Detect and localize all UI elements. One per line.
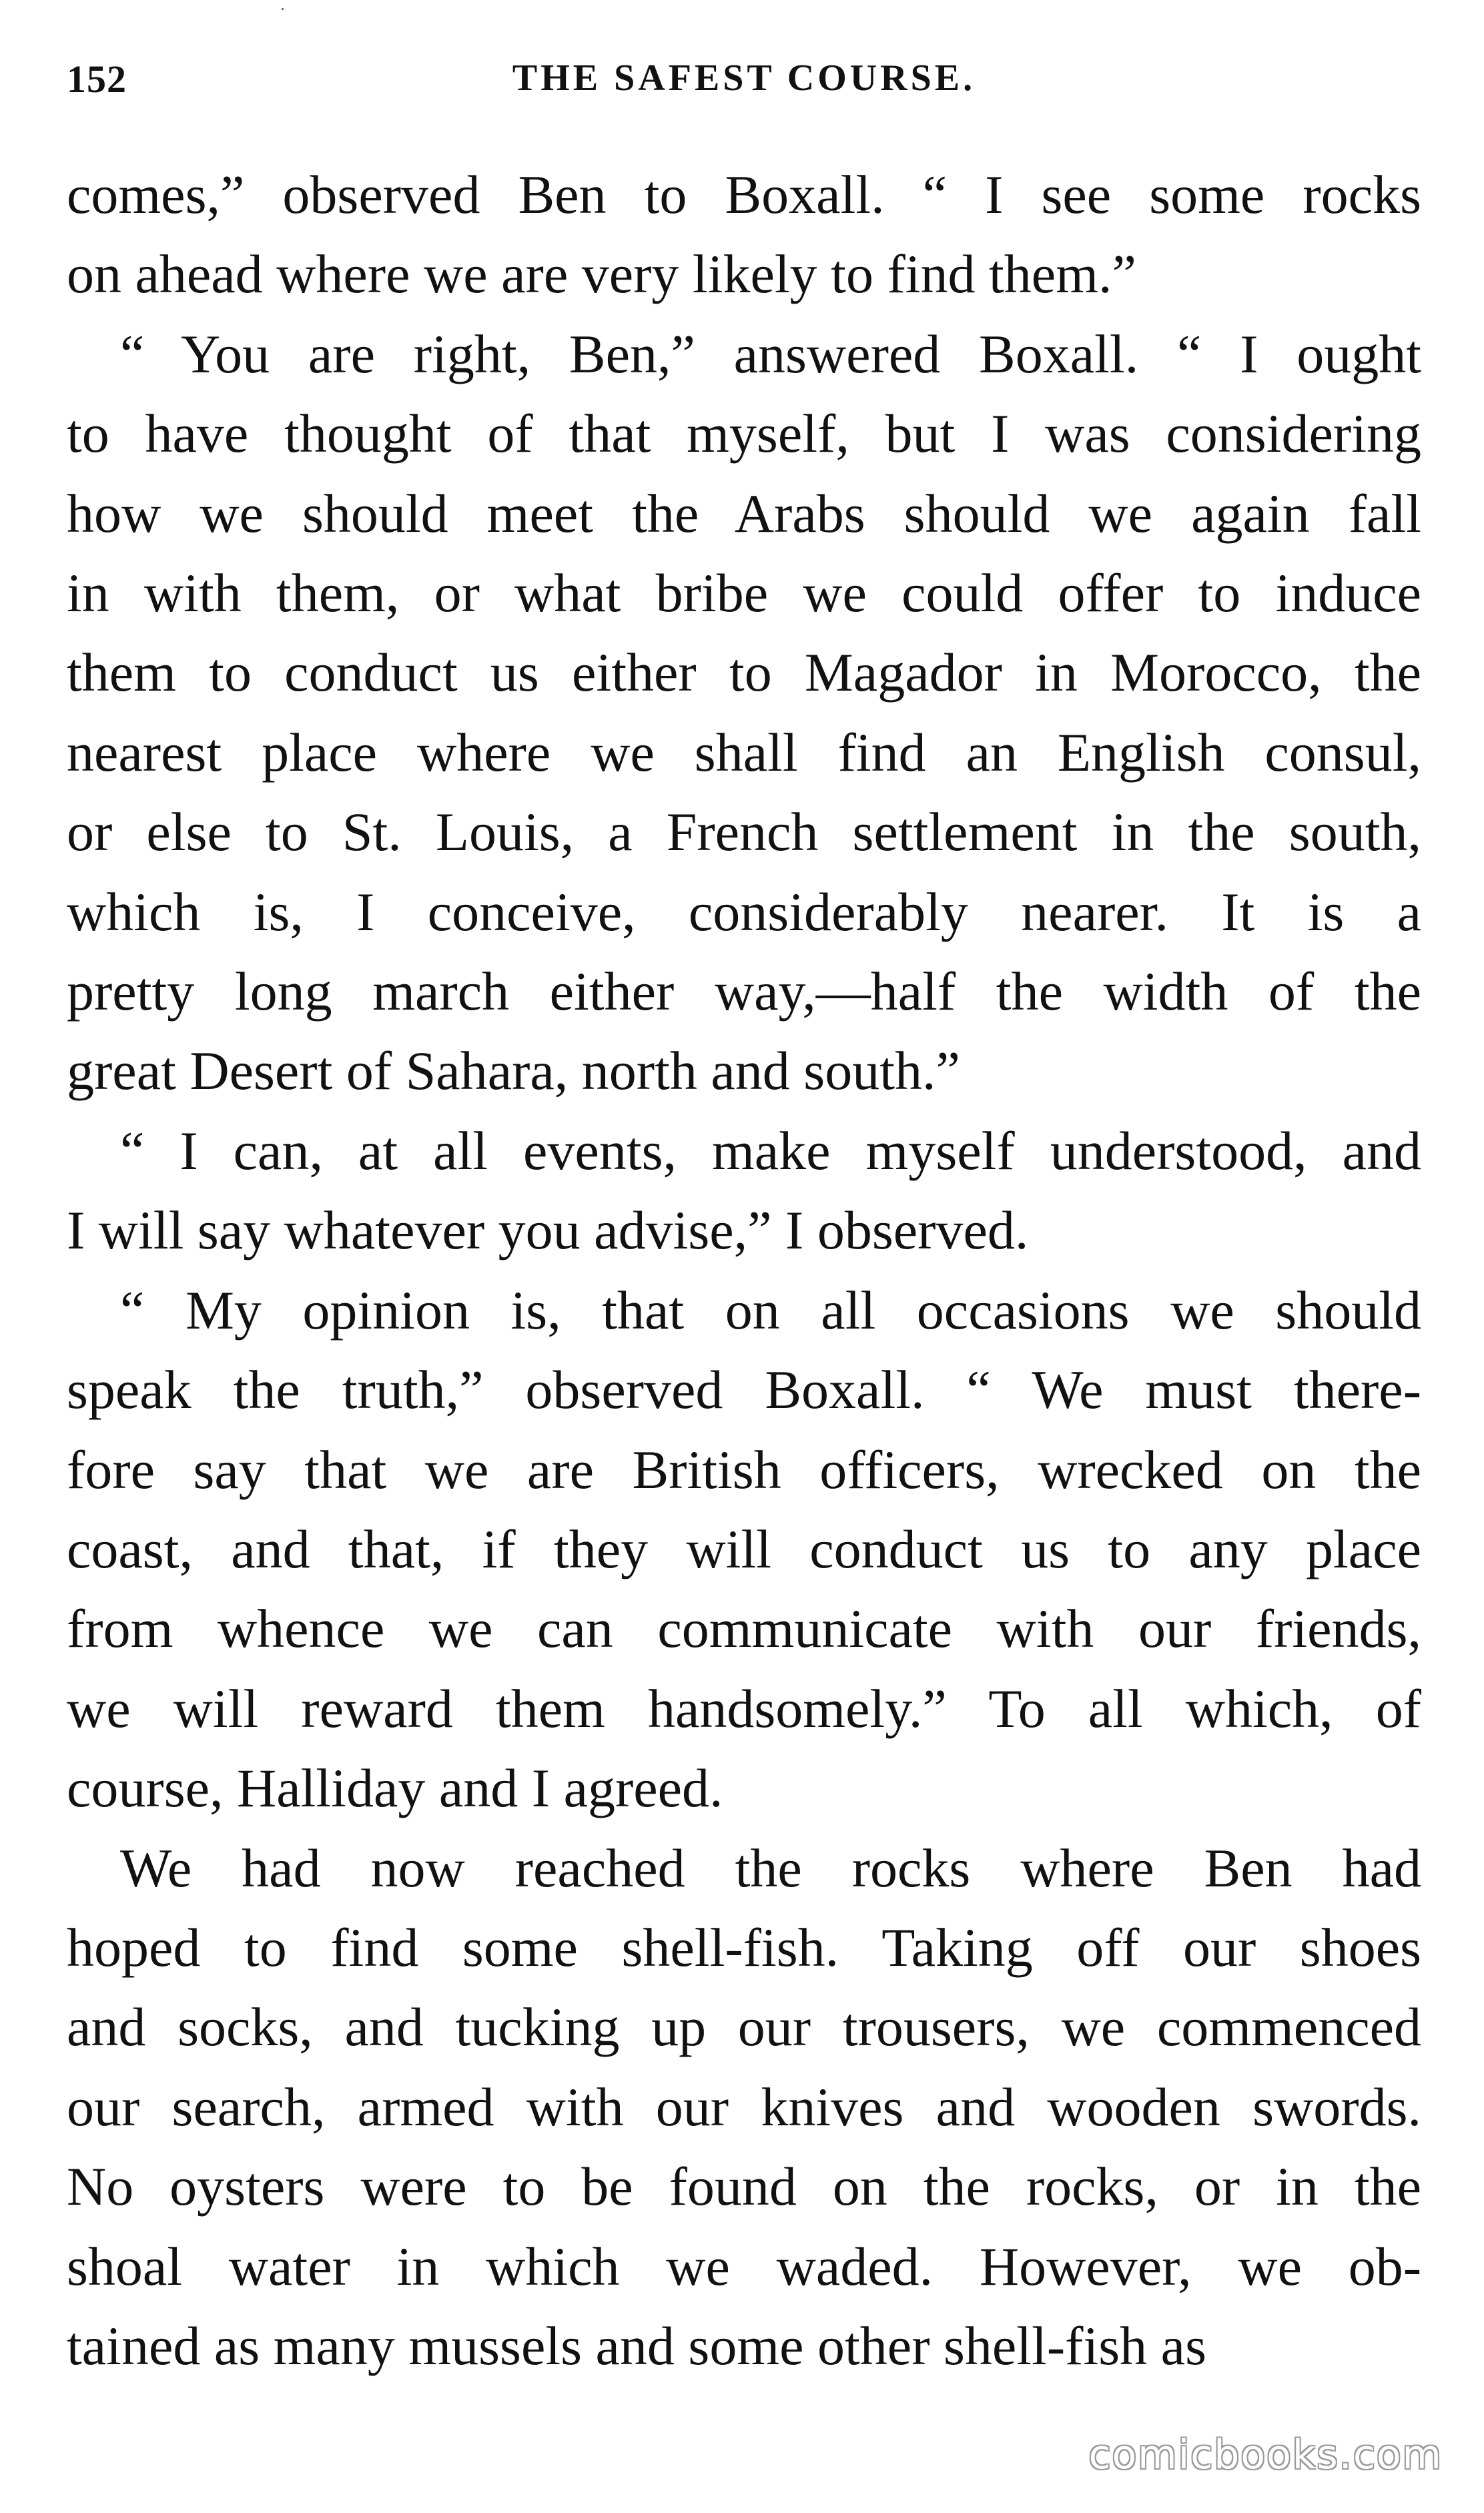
watermark: comicbooks.com xyxy=(1088,2432,1443,2478)
text-line: No oysters were to be found on the rocks, or in the xyxy=(67,2156,1421,2217)
text-line: I will say whatever you advise,” I observed. xyxy=(67,1200,1029,1261)
text-line: nearest place where we shall find an English consul, xyxy=(67,721,1421,783)
text-line: “ I can, at all events, make myself understood, and xyxy=(120,1120,1421,1181)
text-line: how we should meet the Arabs should we again fall xyxy=(67,482,1421,544)
paragraph xyxy=(67,314,1421,1111)
body-text xyxy=(67,155,1421,2386)
text-line: great Desert of Sahara, north and south.” xyxy=(67,1040,960,1102)
text-line: speak the truth,” observed Boxall. “ We must there- xyxy=(67,1359,1421,1421)
page-number: 152 xyxy=(67,57,127,101)
text-line: or else to St. Louis, a French settlement in the south, xyxy=(67,801,1421,863)
text-line: tained as many mussels and some other shell-fish as xyxy=(67,2315,1206,2376)
running-title: THE SAFEST COURSE. xyxy=(512,57,976,99)
text-line: shoal water in which we waded. However, we ob- xyxy=(67,2235,1421,2297)
text-line: “ My opinion is, that on all occasions we should xyxy=(120,1279,1421,1341)
paragraph xyxy=(67,155,1421,314)
text-line: to have thought of that myself, but I was considering xyxy=(67,403,1421,464)
text-line: We had now reached the rocks where Ben had xyxy=(120,1837,1421,1898)
text-line: our search, armed with our knives and wooden swords. xyxy=(67,2076,1421,2137)
text-line: in with them, or what bribe we could offer to induce xyxy=(67,563,1421,624)
text-line: “ You are right, Ben,” answered Boxall. “ I ought xyxy=(120,323,1421,384)
text-line: fore say that we are British officers, wrecked on the xyxy=(67,1439,1421,1500)
text-line: hoped to find some shell-fish. Taking off our shoes xyxy=(67,1916,1421,1978)
text-line: course, Halliday and I agreed. xyxy=(67,1758,723,1819)
text-line: we will reward them handsomely.” To all which, of xyxy=(67,1678,1421,1739)
paragraph xyxy=(67,1828,1421,2386)
text-line: and socks, and tucking up our trousers, we commenced xyxy=(67,1997,1421,2058)
paragraph xyxy=(67,1111,1421,1271)
running-head xyxy=(67,57,1421,110)
text-line: them to conduct us either to Magador in Morocco, the xyxy=(67,642,1421,703)
text-line: on ahead where we are very likely to find them.” xyxy=(67,244,1136,305)
text-line: pretty long march either way,—half the width of the xyxy=(67,961,1421,1022)
paragraph xyxy=(67,1271,1421,1828)
text-line: which is, I conceive, considerably nearer. It is a xyxy=(67,881,1421,942)
text-line: from whence we can communicate with our friends, xyxy=(67,1598,1421,1660)
print-speck xyxy=(282,8,284,10)
text-line: comes,” observed Ben to Boxall. “ I see some rocks xyxy=(67,164,1421,225)
text-line: coast, and that, if they will conduct us to any place xyxy=(67,1518,1421,1579)
